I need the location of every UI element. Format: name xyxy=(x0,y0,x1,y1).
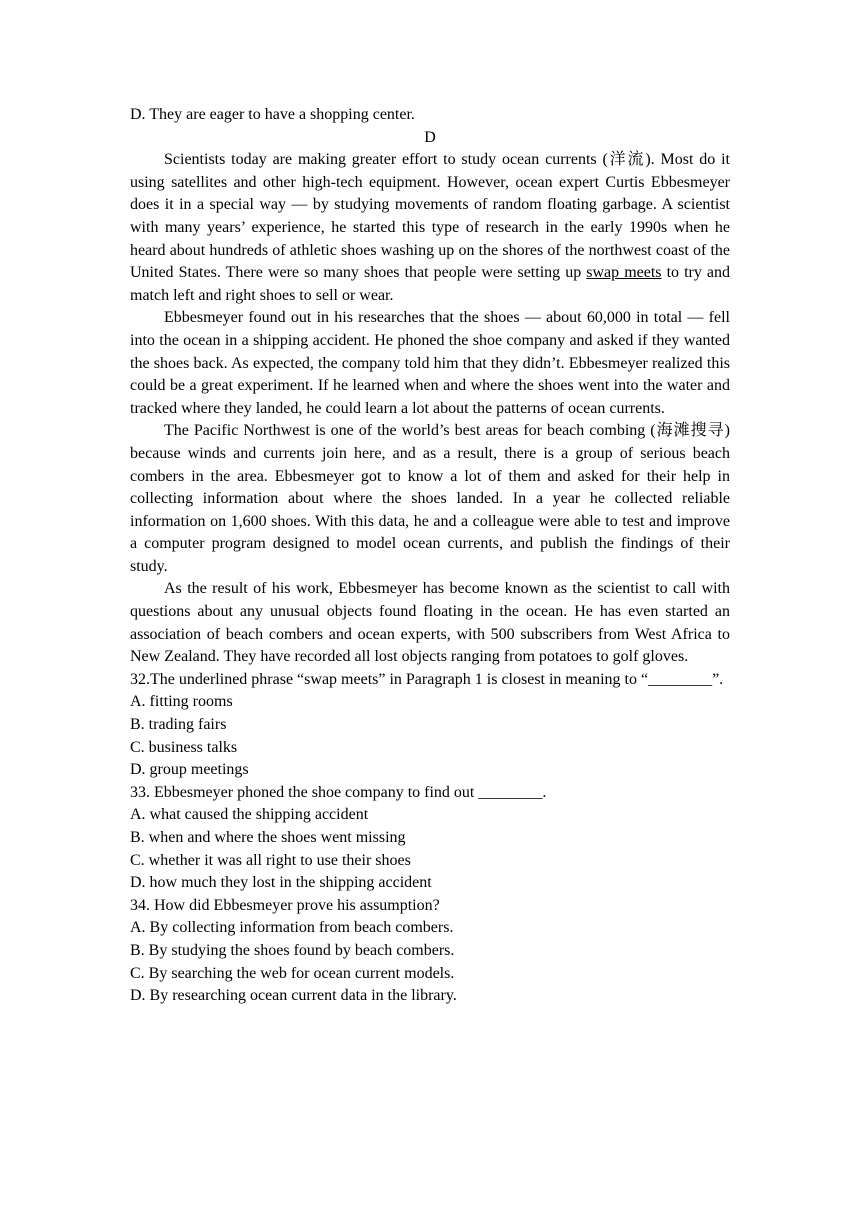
option-d: D. group meetings xyxy=(130,761,249,779)
option-c: C. By searching the web for ocean current models. xyxy=(130,964,455,982)
passage-label: D xyxy=(424,128,436,146)
document-page xyxy=(130,104,730,1008)
option-b: B. trading fairs xyxy=(130,716,227,734)
option-c: C. whether it was all right to use their shoes xyxy=(130,851,411,869)
underlined-phrase: swap meets xyxy=(586,264,662,282)
paragraph-4: As the result of his work, Ebbesmeyer has become known as the scientist to call with questions about any unusual objects found floating in the ocean. He has even started an association of beach combers and ocean experts, with 500 subscribers from West Africa to New Zealand. They have recorded all lost objects ranging from potatoes to golf gloves. xyxy=(130,580,730,666)
option-b: B. By studying the shoes found by beach combers. xyxy=(130,941,455,959)
question-stem: 34. How did Ebbesmeyer prove his assumption? xyxy=(130,896,440,914)
paragraph-1-before: Scientists today are making greater effort to study ocean currents (洋流). Most do it using satellites and other high-tech equipment. However, ocean expert Curtis Ebbesmeyer does it in a special way — by studying movements of random floating garbage. A scientist with many years’ experience, he started this type of research in the early 1990s when he heard about hundreds of athletic shoes washing up on the shores of the northwest coast of the United States. There were so many shoes that people were setting up xyxy=(130,151,730,282)
paragraph-1 xyxy=(130,149,730,307)
paragraph-1-after: to try and match left and right shoes to sell or wear. xyxy=(130,264,730,304)
paragraph-2: Ebbesmeyer found out in his researches that the shoes — about 60,000 in total — fell into the ocean in a shipping accident. He phoned the shoe company and asked if they wanted the shoes back. As expected, the company told him that they didn’t. Ebbesmeyer realized this could be a great experiment. If he learned when and where the shoes went into the water and tracked where they landed, he could learn a lot about the patterns of ocean currents. xyxy=(130,309,730,417)
question-32 xyxy=(130,669,730,782)
option-a: A. what caused the shipping accident xyxy=(130,806,369,824)
question-stem: 32.The underlined phrase “swap meets” in Paragraph 1 is closest in meaning to “________”. xyxy=(130,670,724,688)
option-a: A. By collecting information from beach combers. xyxy=(130,919,454,937)
option-d: D. By researching ocean current data in the library. xyxy=(130,987,457,1005)
question-33 xyxy=(130,782,730,895)
paragraph-3: The Pacific Northwest is one of the world’s best areas for beach combing (海滩搜寻) because winds and currents join here, and as a result, there is a group of serious beach combers in the area. Ebbesmeyer got to know a lot of them and asked for their help in collecting information about where the shoes landed. In a year he collected reliable information on 1,600 shoes. With this data, he and a colleague were able to test and improve a computer program designed to model ocean currents, and publish the findings of their study. xyxy=(130,422,730,575)
option-c: C. business talks xyxy=(130,738,238,756)
option-d: D. how much they lost in the shipping accident xyxy=(130,874,432,892)
question-34 xyxy=(130,895,730,1008)
option-a: A. fitting rooms xyxy=(130,693,233,711)
previous-option-d: D. They are eager to have a shopping center. xyxy=(130,106,415,123)
question-stem: 33. Ebbesmeyer phoned the shoe company to find out ________. xyxy=(130,783,547,801)
option-b: B. when and where the shoes went missing xyxy=(130,829,406,846)
